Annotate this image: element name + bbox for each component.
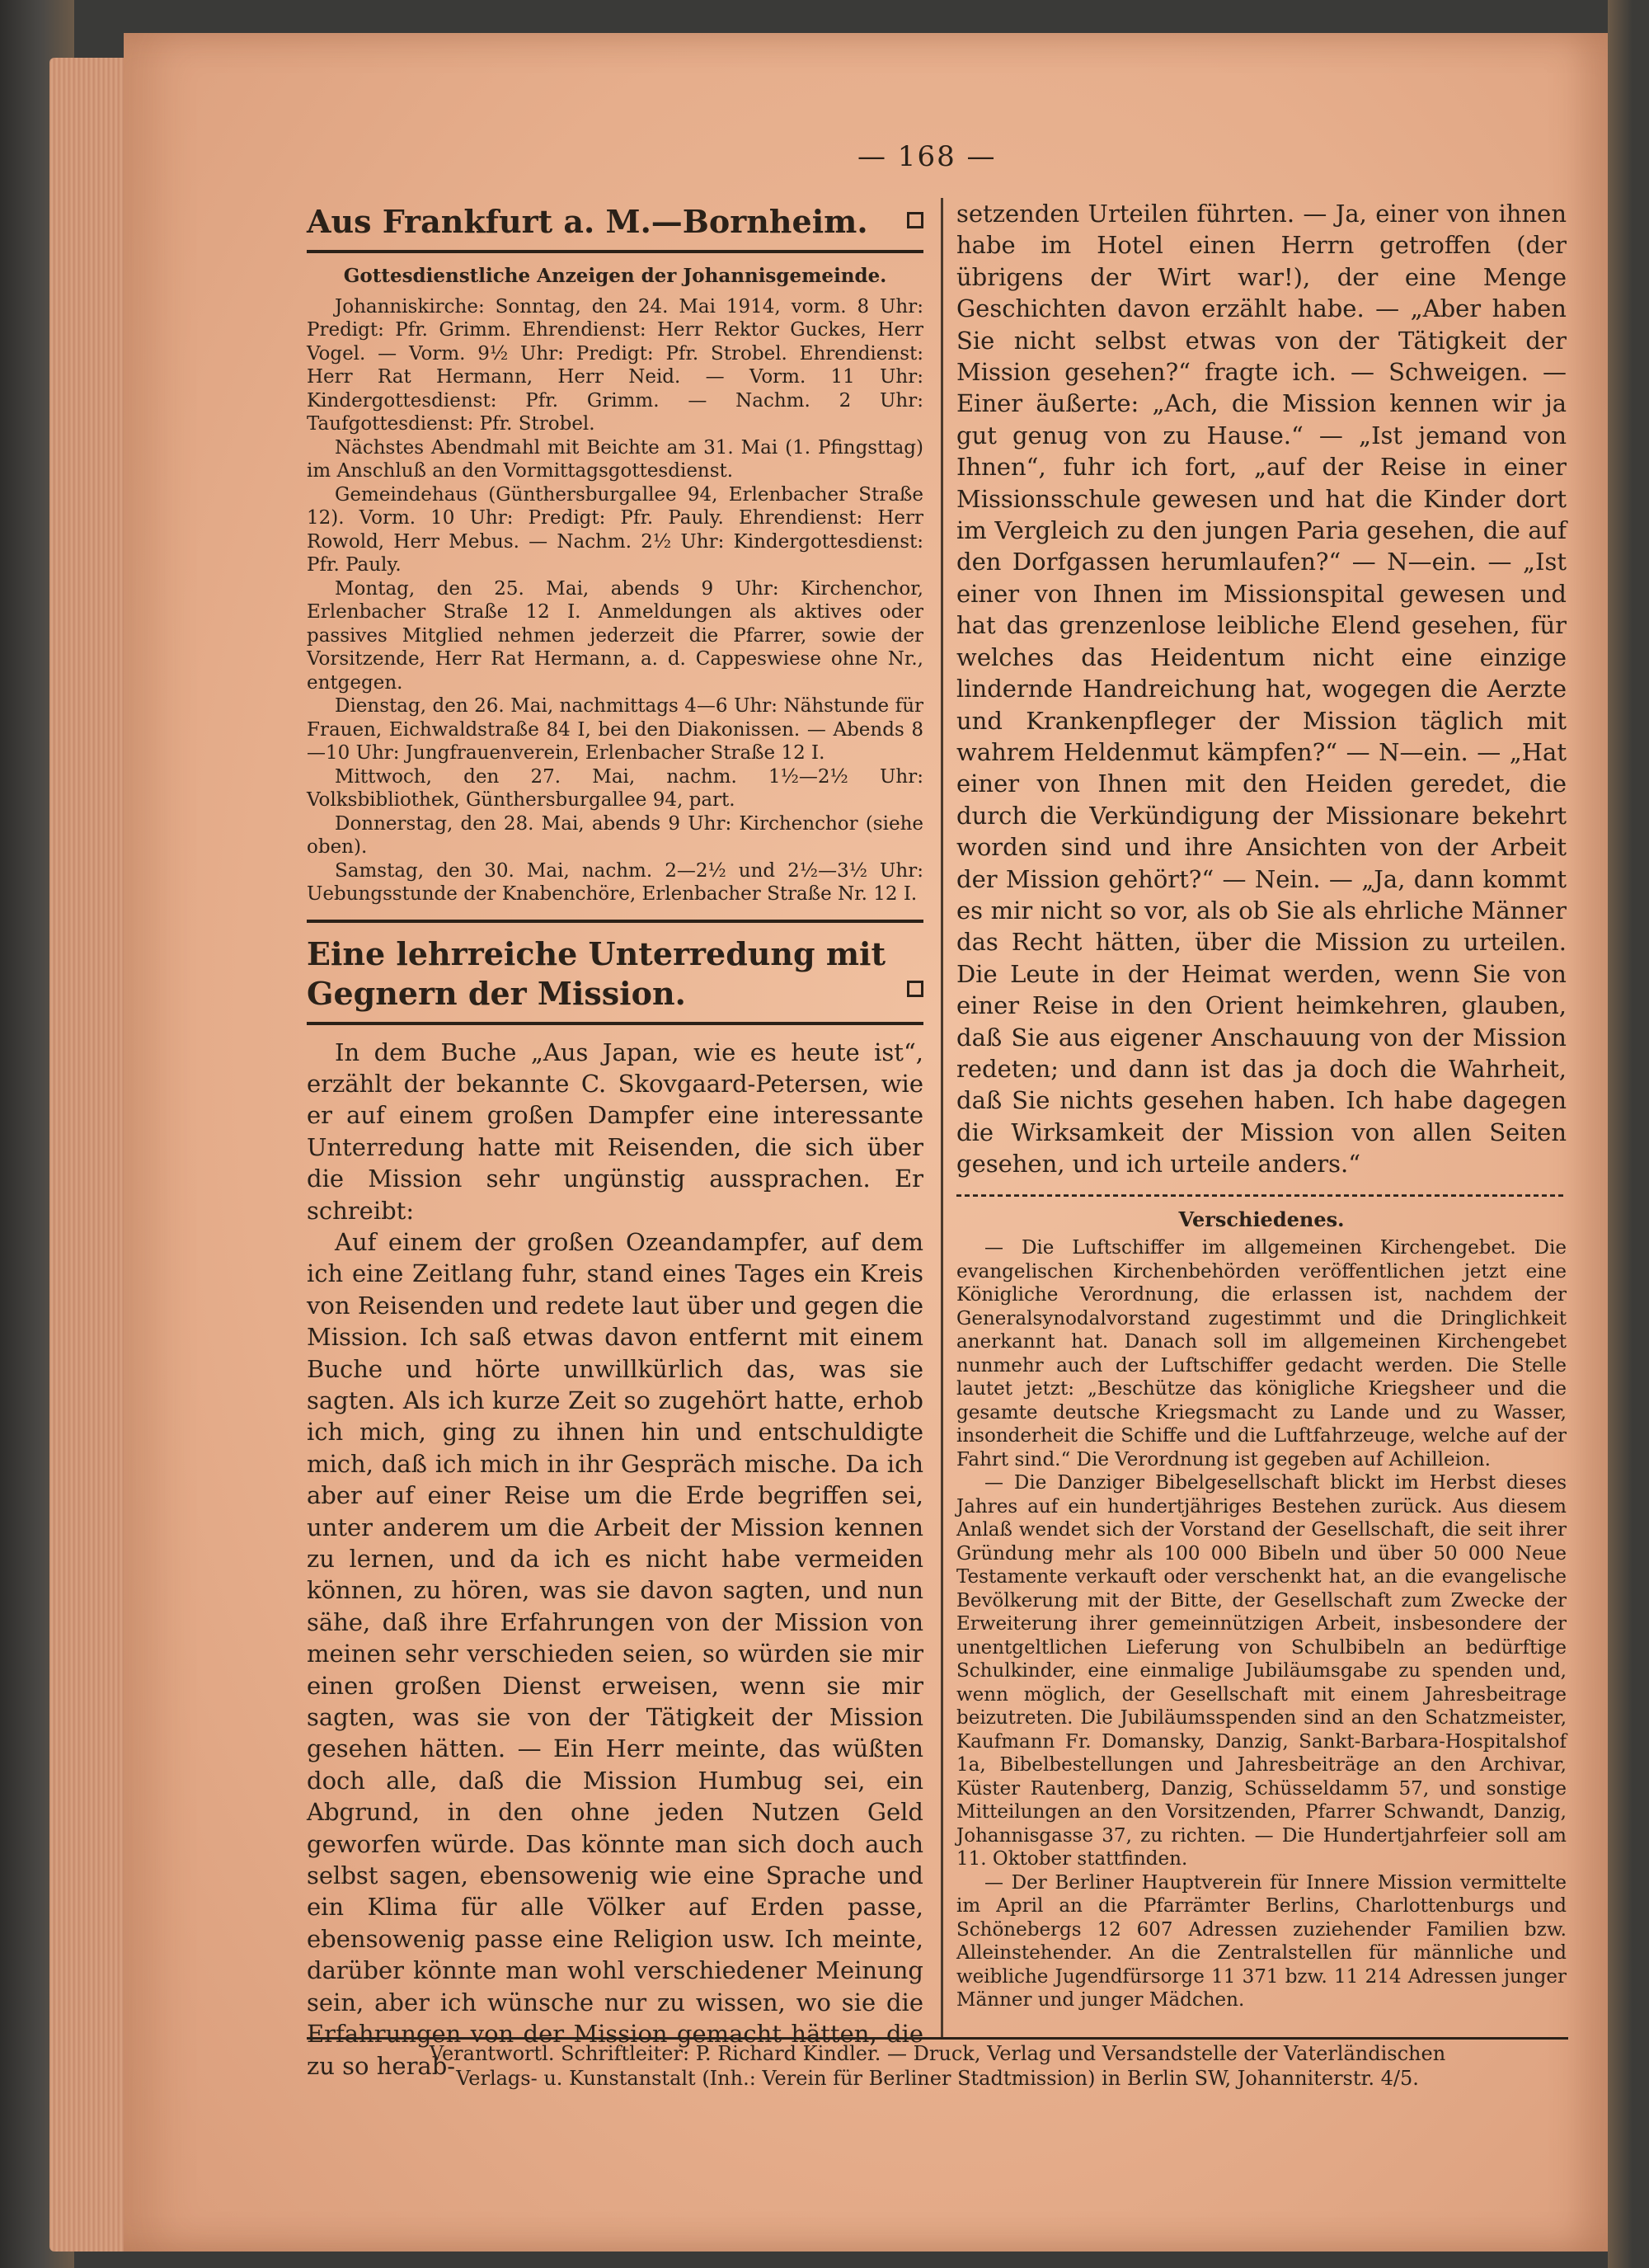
article-continuation bbox=[956, 198, 1567, 1180]
wavy-separator bbox=[956, 1190, 1567, 1202]
notice-paragraph: Johanniskirche: Sonntag, den 24. Mai 1914, vorm. 8 Uhr: Predigt: Pfr. Grimm. Ehrendienst: Herr Rektor Guckes, Herr Vogel. — Vorm. 9½ Uhr: Predigt: Pfr. Strobel. Ehrendienst: Herr Rat Hermann, Herr Neid. — Vorm. 11 Uhr: Kindergottesdienst: Pfr. Grimm. — Nachm. 2 Uhr: Taufgottesdienst: Pfr. Strobel. bbox=[307, 295, 923, 435]
article-paragraph: In dem Buche „Aus Japan, wie es heute ist“, erzählt der bekannte C. Skovgaard-Petersen, wie er auf einem großen Dampfer eine interessante Unterredung hatte mit Reisenden, die sich über die Mission sehr ungünstig aussprachen. Er schreibt: bbox=[307, 1038, 923, 1225]
page-number: — 168 — bbox=[857, 140, 997, 173]
square-marker-icon bbox=[907, 212, 923, 228]
misc-paragraph: — Die Luftschiffer im allgemeinen Kirchengebet. Die evangelischen Kirchenbehörden veröffentlichen jetzt eine Königliche Verordnung, die erlassen ist, nachdem der Generalsynodalvorstand zugestimmt und die Dringlichkeit anerkannt hat. Danach soll im allgemeinen Kirchengebet nunmehr auch der Luftschiffer gedacht werden. Die Stelle lautet jetzt: „Beschütze das königliche Kriegsheer und die gesamte deutsche Kriegsmacht zu Lande und zu Wasser, insonderheit die Schiffe und die Luftfahrzeuge, welche auf der Fahrt sind.“ Die Verordnung ist gegeben auf Achilleion. bbox=[956, 1237, 1567, 1470]
right-column bbox=[956, 198, 1567, 2012]
title-rule bbox=[307, 1022, 923, 1025]
notice-paragraph: Dienstag, den 26. Mai, nachmittags 4—6 Uhr: Nähstunde für Frauen, Eichwaldstraße 84 I, bei den Diakonissen. — Abends 8—10 Uhr: Jungfrauenverein, Erlenbacher Straße 12 I. bbox=[307, 695, 923, 764]
misc-heading: Verschiedenes. bbox=[1178, 1207, 1345, 1231]
subheading-gottesdienst: Gottesdienstliche Anzeigen der Johannisgemeinde. bbox=[343, 265, 887, 287]
notice-paragraph: Nächstes Abendmahl mit Beichte am 31. Mai (1. Pfingsttag) im Anschluß an den Vormittagsgottesdienst. bbox=[307, 436, 923, 482]
column-divider bbox=[941, 198, 943, 2037]
section-title-unterredung: Eine lehrreiche Unterredung mit Gegnern der Mission. bbox=[307, 934, 923, 1014]
section-title-frankfurt: Aus Frankfurt a. M.—Bornheim. bbox=[307, 202, 923, 242]
notice-paragraph: Montag, den 25. Mai, abends 9 Uhr: Kirchenchor, Erlenbacher Straße 12 I. Anmeldungen als aktives oder passives Mitglied nehmen jederzeit die Pfarrer, sowie der Vorsitzende, Herr Rat Hermann, a. d. Cappeswiese ohne Nr., entgegen. bbox=[307, 577, 923, 694]
article-paragraph: setzenden Urteilen führten. — Ja, einer von ihnen habe im Hotel einen Herrn getroffen (der übrigens der Wirt war!), der eine Menge Geschichten davon erzählt habe. — „Aber haben Sie nicht selbst etwas von der Tätigkeit der Mission gesehen?“ fragte ich. — Schweigen. — Einer äußerte: „Ach, die Mission kennen wir ja gut genug von zu Hause.“ — „Ist jemand von Ihnen“, fuhr ich fort, „auf der Reise in einer Missionsschule gewesen und hat die Kinder dort im Vergleich zu den jungen Paria gesehen, die auf den Dorfgassen herumlaufen?“ — N—ein. — „Ist einer von Ihnen im Missionspital gewesen und hat das grenzenlose leibliche Elend gesehen, für welches das Heidentum nicht eine einzige lindernde Handreichung hat, wogegen die Aerzte und Krankenpfleger der Mission täglich mit wahrem Heldenmut kämpfen?“ — N—ein. — „Hat einer von Ihnen mit den Heiden geredet, die durch die Verkündigung der Missionare bekehrt worden sind und ihre Ansichten von der Arbeit der Mission gehört?“ — Nein. — „Ja, dann kommt es mir nicht so vor, als ob Sie als ehrliche Männer das Recht hätten, über die Mission zu urteilen. Die Leute in der Heimat werden, wenn Sie von einer Reise in den Orient heimkehren, glauben, daß Sie aus eigener Anschauung von der Mission redeten; und dann ist das ja doch die Wahrheit, daß Sie nichts gesehen haben. Ich habe dagegen die Wirksamkeit der Mission von allen Seiten gesehen, und ich urteile anders.“ bbox=[956, 200, 1567, 1179]
imprint-footer bbox=[307, 2037, 1568, 2091]
imprint-line: Verlags- u. Kunstanstalt (Inh.: Verein für Berliner Stadtmission) in Berlin SW, Johanniterstr. 4/5. bbox=[456, 2067, 1419, 2090]
article-body bbox=[307, 1037, 923, 2082]
notice-paragraph: Gemeindehaus (Günthersburgallee 94, Erlenbacher Straße 12). Vorm. 10 Uhr: Predigt: Pfr. Pauly. Ehrendienst: Herr Rowold, Herr Mebus. — Nachm. 2½ Uhr: Kindergottesdienst: Pfr. Pauly. bbox=[307, 483, 923, 576]
notice-paragraph: Donnerstag, den 28. Mai, abends 9 Uhr: Kirchenchor (siehe oben). bbox=[307, 812, 923, 858]
title-rule bbox=[307, 250, 923, 253]
misc-paragraph: — Der Berliner Hauptverein für Innere Mission vermittelte im April an die Pfarrämter Berlins, Charlottenburgs und Schönebergs 12 607 Adressen zuziehender Familien bzw. Alleinstehender. An die Zentralstellen für männliche und weibliche Jugendfürsorge 11 371 bzw. 11 214 Adressen junger Männer und junger Mädchen. bbox=[956, 1871, 1567, 2012]
left-column bbox=[307, 202, 923, 2082]
right-book-edge bbox=[1608, 0, 1649, 2268]
notice-paragraph: Samstag, den 30. Mai, nachm. 2—2½ und 2½—3½ Uhr: Uebungsstunde der Knabenchöre, Erlenbacher Straße Nr. 12 I. bbox=[307, 859, 923, 905]
section-rule bbox=[307, 920, 923, 923]
imprint-line: Verantwortl. Schriftleiter: P. Richard Kindler. — Druck, Verlag und Versandstelle der Vaterländischen bbox=[429, 2042, 1446, 2065]
notice-paragraph: Mittwoch, den 27. Mai, nachm. 1½—2½ Uhr: Volksbibliothek, Günthersburgallee 94, part. bbox=[307, 765, 923, 811]
misc-paragraph: — Die Danziger Bibelgesellschaft blickt im Herbst dieses Jahres auf ein hundertjähriges Bestehen zurück. Aus diesem Anlaß wendet sich der Vorstand der Gesellschaft, die seit ihrer Gründung mehr als 100 000 Bibeln und über 50 000 Neue Testamente verkauft oder verschenkt hat, an die evangelische Bevölkerung mit der Bitte, der Gesellschaft zum Zwecke der Erweiterung ihrer gemeinnützigen Arbeit, insbesondere der unentgeltlichen Lieferung von Schulbibeln an bedürftige Schulkinder, eine einmalige Jubiläumsgabe zu spenden und, wenn möglich, der Gesellschaft mit einem Jahresbeitrage beizutreten. Die Jubiläumsspenden sind an den Schatzmeister, Kaufmann Fr. Domansky, Danzig, Sankt-Barbara-Hospitalshof 1a, Bibelbestellungen und Jahresbeiträge an den Archivar, Küster Rautenberg, Danzig, Schüsseldamm 57, und sonstige Mitteilungen an den Vorsitzenden, Pfarrer Schwandt, Danzig, Johannisgasse 37, zu richten. — Die Hundertjahrfeier soll am 11. Oktober stattfinden. bbox=[956, 1472, 1567, 1870]
square-marker-icon bbox=[907, 981, 923, 997]
article-paragraph: Auf einem der großen Ozeandampfer, auf dem ich eine Zeitlang fuhr, stand eines Tages ein Kreis von Reisenden und redete laut über und gegen die Mission. Ich saß etwas davon entfernt mit einem Buche und hörte unwillkürlich das, was sie sagten. Als ich kurze Zeit so zugehört hatte, erhob ich mich, ging zu ihnen hin und entschuldigte mich, daß ich mich in ihr Gespräch mische. Da ich aber auf einer Reise um die Erde begriffen sei, unter anderem um die Arbeit der Mission kennen zu lernen, und da ich es nicht habe vermeiden können, zu hören, was sie davon sagten, und nun sähe, daß ihre Erfahrungen von der Mission von meinen sehr verschieden seien, so würden sie mir einen großen Dienst erweisen, wenn sie mir sagten, was sie von der Tätigkeit der Mission gesehen hätten. — Ein Herr meinte, das wüßten doch alle, daß die Mission Humbug sei, ein Abgrund, in den ohne jeden Nutzen Geld geworfen würde. Das könnte man sich doch auch selbst sagen, ebensowenig wie eine Sprache und ein Klima für alle Völker auf Erden passe, ebensowenig passe eine Religion usw. Ich meinte, darüber könnte man wohl verschiedener Meinung sein, aber ich wünsche nur zu wissen, wo sie die Erfahrungen von der Mission gemacht hätten, die zu so herab- bbox=[307, 1227, 923, 2080]
